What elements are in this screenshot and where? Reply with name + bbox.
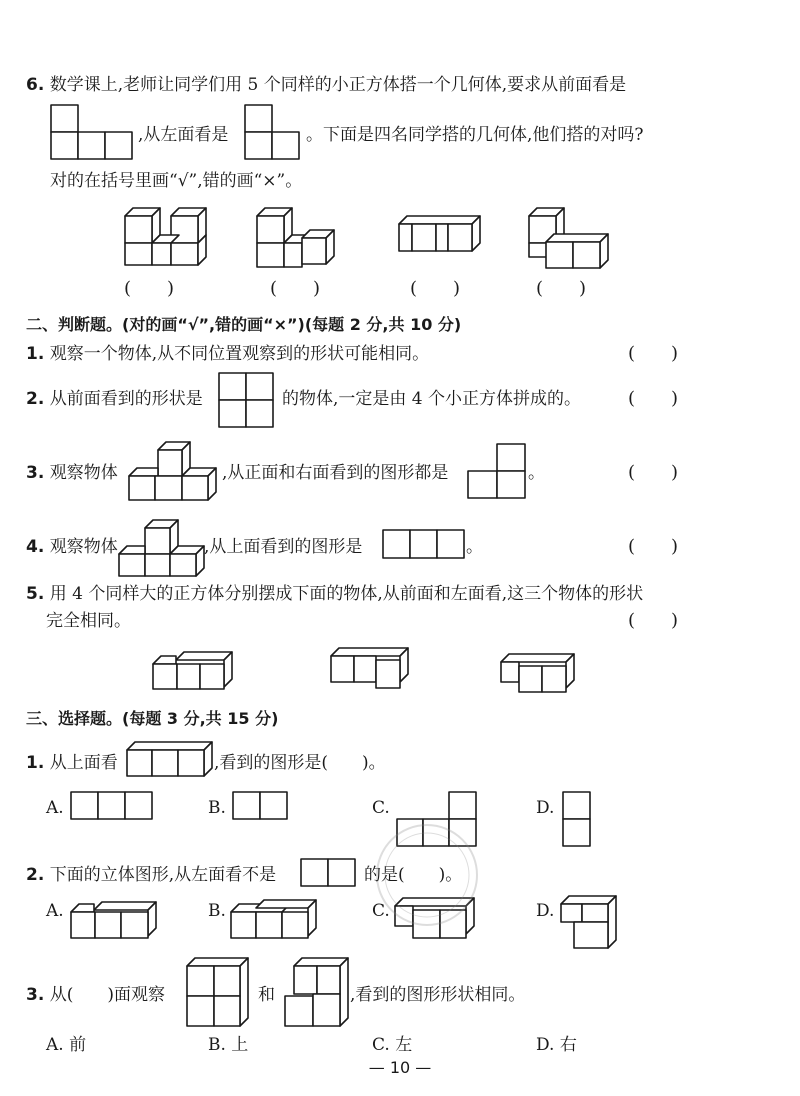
s2-item-4-number: 4.: [26, 537, 45, 557]
s2-item-1-number: 1.: [26, 344, 45, 364]
s3-q1-option-a-figure[interactable]: [70, 791, 156, 821]
s2-item-3-number: 3.: [26, 463, 45, 483]
s2-item-2-text-a: 从前面看到的形状是: [49, 389, 203, 409]
s2-item-4-text-a: 观察物体: [49, 537, 118, 557]
s3-q2-text-a: 下面的立体图形,从左面看不是: [49, 865, 277, 885]
q6-answer-2[interactable]: ( ): [270, 278, 321, 299]
s2-item-2: [26, 388, 203, 410]
q6-figure-2: [256, 204, 338, 268]
q6-front-view-figure: [50, 104, 136, 160]
q6-answer-1[interactable]: ( ): [124, 278, 175, 299]
s2-item-4-view-figure: [382, 529, 468, 559]
s3-q3-option-b[interactable]: B. 上: [208, 1035, 249, 1055]
s3-q1-figure: [126, 740, 216, 780]
q6-answer-4[interactable]: ( ): [536, 278, 587, 299]
s3-q3-option-c[interactable]: C. 左: [372, 1035, 413, 1055]
q6-text-2a: ,从左面看是: [138, 125, 229, 145]
s3-q1-number: 1.: [26, 753, 45, 773]
section2-heading: 二、判断题。(对的画“√”,错的画“×”)(每题 2 分,共 10 分): [26, 315, 462, 334]
q6-text-2b: 。下面是四名同学搭的几何体,他们搭的对吗?: [306, 125, 644, 145]
s3-q2-text-b: 的是( )。: [364, 865, 463, 885]
s3-q2-option-b-label[interactable]: B.: [208, 901, 226, 921]
s3-q2-option-a-label[interactable]: A.: [46, 901, 64, 921]
s2-item-5-figure-3: [500, 652, 576, 694]
s3-q2-option-b-figure[interactable]: [230, 898, 318, 940]
s2-item-2-text-b: 的物体,一定是由 4 个小正方体拼成的。: [282, 389, 582, 409]
s2-item-1-text: 观察一个物体,从不同位置观察到的形状可能相同。: [49, 344, 430, 364]
s2-item-3-view-figure: [467, 443, 529, 499]
s2-item-3-text-c: 。: [528, 463, 545, 483]
s3-q1-text-a: 从上面看: [49, 753, 118, 773]
s3-q2-option-c-label[interactable]: C.: [372, 901, 390, 921]
s2-item-5-number: 5.: [26, 584, 45, 604]
s2-item-4-figure: [118, 516, 208, 578]
s3-q1-option-b-label[interactable]: B.: [208, 798, 226, 818]
q6-text-1: 数学课上,老师让同学们用 5 个同样的小正方体搭一个几何体,要求从前面看是: [49, 75, 627, 95]
s2-item-1: [26, 343, 429, 365]
page-number: — 10 —: [368, 1058, 432, 1077]
q6-left-view-figure: [244, 104, 302, 160]
s3-q2-option-d-label[interactable]: D.: [536, 901, 555, 921]
s3-q2: [26, 864, 276, 886]
q6-answer-3[interactable]: ( ): [410, 278, 461, 299]
s3-q3-option-a[interactable]: A. 前: [46, 1035, 87, 1055]
q6-figure-4: [528, 204, 612, 268]
s2-item-5-figure-2: [330, 646, 410, 690]
s2-item-4-text-b: ,从上面看到的图形是: [204, 537, 363, 557]
s3-q3-number: 3.: [26, 985, 45, 1005]
watermark-seal: [372, 820, 482, 930]
s3-q3-figure-2: [284, 956, 352, 1028]
s2-item-2-number: 2.: [26, 389, 45, 409]
s2-item-4-text-c: 。: [466, 537, 483, 557]
s3-q2-option-d-figure[interactable]: [560, 894, 618, 950]
s3-q1-text-b: ,看到的图形是( )。: [214, 753, 386, 773]
s3-q1-option-d-figure[interactable]: [562, 791, 592, 849]
q6-figure-3: [398, 214, 482, 256]
s2-item-2-answer[interactable]: ( ): [628, 388, 679, 409]
s3-q3-text-c: ,看到的图形形状相同。: [350, 985, 526, 1005]
q6-figure-1: [124, 204, 208, 266]
s3-q2-view-figure: [300, 858, 358, 888]
s2-item-3-answer[interactable]: ( ): [628, 462, 679, 483]
s3-q1-option-b-figure[interactable]: [232, 791, 290, 821]
s3-q1: [26, 752, 118, 774]
s2-item-3-figure: [128, 438, 220, 502]
s3-q1-option-d-label[interactable]: D.: [536, 798, 555, 818]
s3-q3: [26, 984, 165, 1006]
s2-item-2-figure: [218, 372, 276, 428]
s2-item-5: [26, 583, 643, 605]
s2-item-5-answer[interactable]: ( ): [628, 610, 679, 631]
s2-item-4-answer[interactable]: ( ): [628, 536, 679, 557]
s2-item-3-text-a: 观察物体: [49, 463, 118, 483]
q6-number: 6.: [26, 75, 45, 95]
s2-item-3: [26, 462, 118, 484]
s3-q3-text-a: 从( )面观察: [49, 985, 165, 1005]
q6-text-3: 对的在括号里画“√”,错的画“×”。: [50, 171, 303, 191]
s2-item-5-text-2: 完全相同。: [46, 611, 131, 631]
s3-q1-option-a-label[interactable]: A.: [46, 798, 64, 818]
s3-q1-option-c-label[interactable]: C.: [372, 798, 390, 818]
s3-q3-text-b: 和: [258, 985, 275, 1005]
s3-q3-figure-1: [186, 956, 252, 1028]
q6-line1: [26, 74, 626, 96]
s2-item-4: [26, 536, 118, 558]
s3-q2-option-a-figure[interactable]: [70, 898, 158, 940]
section3-heading: 三、选择题。(每题 3 分,共 15 分): [26, 709, 279, 728]
s2-item-1-answer[interactable]: ( ): [628, 343, 679, 364]
s2-item-5-figure-1: [152, 650, 234, 692]
s2-item-5-text-1: 用 4 个同样大的正方体分别摆成下面的物体,从前面和左面看,这三个物体的形状: [49, 584, 644, 604]
s3-q2-number: 2.: [26, 865, 45, 885]
s2-item-3-text-b: ,从正面和右面看到的图形都是: [222, 463, 449, 483]
s3-q3-option-d[interactable]: D. 右: [536, 1035, 577, 1055]
